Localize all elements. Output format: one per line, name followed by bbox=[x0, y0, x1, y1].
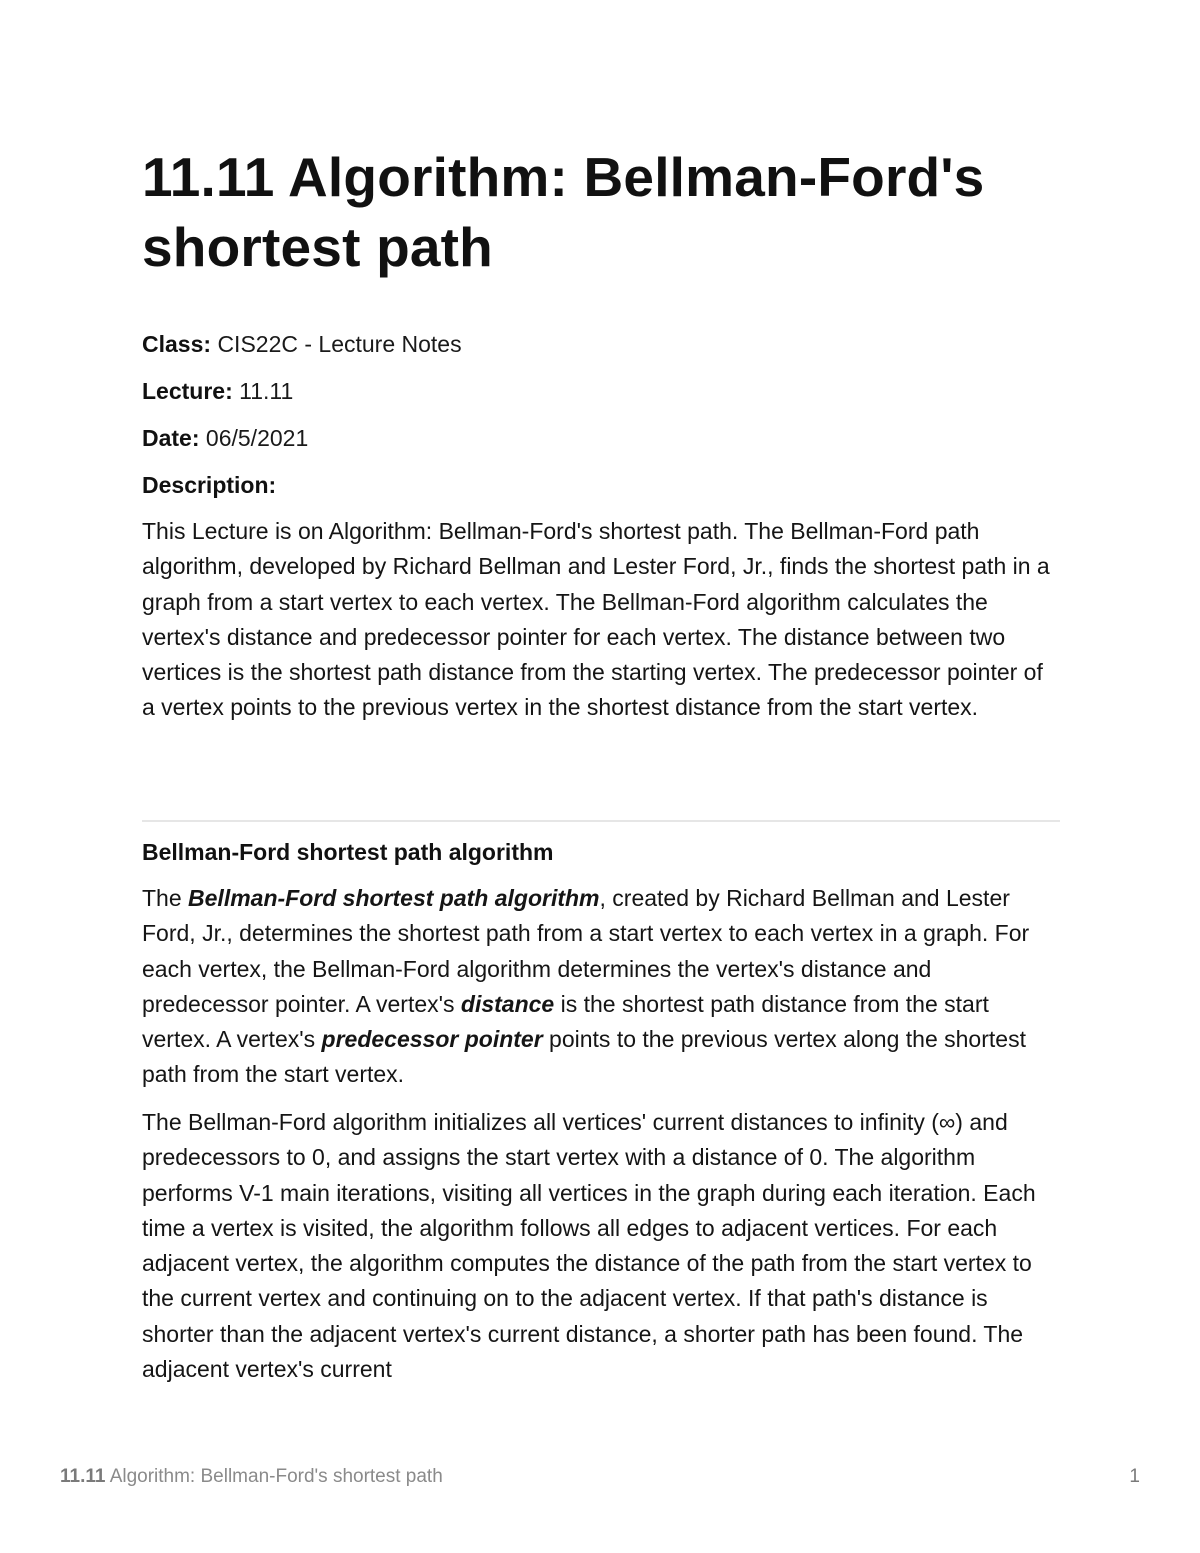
term-distance: distance bbox=[460, 990, 555, 1017]
meta-colon: : bbox=[268, 472, 277, 498]
term-predecessor-pointer: predecessor pointer bbox=[321, 1026, 543, 1053]
meta-lecture bbox=[142, 376, 1060, 406]
meta-colon: : bbox=[225, 378, 233, 404]
page-title: 11.11 Algorithm: Bellman-Ford's shortest path bbox=[142, 146, 985, 278]
text-run: is the shortest path distance from the start vertex. A vertex's bbox=[142, 990, 989, 1053]
text-run: points to the previous vertex along the shortest path from the start vertex. bbox=[142, 1026, 1026, 1088]
meta-class-label: Class bbox=[142, 331, 204, 357]
description-paragraph: This Lecture is on Algorithm: Bellman-Ford's shortest path. The Bellman-Ford path algorithm, developed by Richard Bellman and Lester Ford, Jr., finds the shortest path in a graph from a start vertex to each vertex. The Bellman-Ford algorithm calculates the vertex's distance and predecessor pointer for each vertex. The distance between two vertices is the shortest path distance from the starting vertex. The predecessor pointer of a vertex points to the previous vertex in the shortest distance from the start vertex. bbox=[142, 518, 1050, 721]
meta-class-value: CIS22C - Lecture Notes bbox=[217, 331, 462, 357]
page-footer bbox=[60, 1462, 1140, 1492]
meta-date bbox=[142, 423, 1060, 453]
meta-class bbox=[142, 329, 1060, 359]
meta-lecture-value: 11.11 bbox=[239, 378, 294, 404]
meta-colon: : bbox=[203, 331, 212, 357]
section-divider bbox=[142, 820, 1060, 822]
section-heading: Bellman-Ford shortest path algorithm bbox=[142, 839, 554, 865]
section-paragraph-2: The Bellman-Ford algorithm initializes all vertices' current distances to infinity (∞) and predecessors to 0, and assigns the start vertex with a distance of 0. The algorithm performs V-1 main iterations, visiting all vertices in the graph during each iteration. Each time a vertex is visited, the algorithm follows all edges to adjacent vertices. For each adjacent vertex, the algorithm computes the distance of the path from the start vertex to the current vertex and continuing on to the adjacent vertex. If that path's distance is shorter than the adjacent vertex's current distance, a shorter path has been found. The adjacent vertex's current bbox=[142, 1109, 1036, 1383]
meta-date-value: 06/5/2021 bbox=[205, 425, 309, 451]
meta-description bbox=[142, 470, 1060, 500]
text-run: , created by Richard Bellman and Lester Ford, Jr., determines the shortest path from a start vertex to each vertex in a graph. For each vertex, the Bellman-Ford algorithm determines the vertex's distance and predecessor pointer. A vertex's bbox=[142, 885, 1030, 1017]
meta-date-label: Date bbox=[142, 425, 192, 451]
meta-lecture-label: Lecture bbox=[142, 378, 226, 404]
footer-number: 11.11 bbox=[60, 1466, 106, 1487]
term-bellman-ford: Bellman-Ford shortest path algorithm bbox=[188, 885, 600, 911]
page-number: 1 bbox=[1129, 1466, 1140, 1487]
section-paragraph-1 bbox=[142, 881, 1060, 1093]
text-run: The bbox=[142, 885, 189, 911]
footer-title: Algorithm: Bellman-Ford's shortest path bbox=[109, 1466, 443, 1487]
meta-colon: : bbox=[191, 425, 200, 451]
meta-description-label: Description bbox=[142, 472, 269, 498]
